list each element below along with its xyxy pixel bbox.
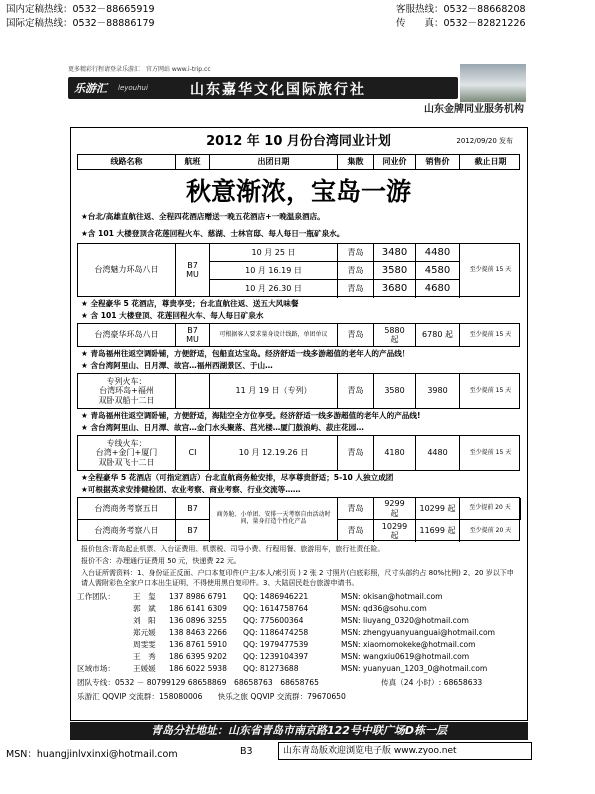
s5-route-2: 台湾商务考察八日 [78, 520, 176, 542]
s5-hub-1: 青岛 [338, 498, 374, 520]
s5-route-1: 台湾商务考察五日 [78, 498, 176, 520]
contact-qq: QQ: 775600364 [243, 616, 304, 625]
s5-sale-1: 10299 起 [416, 498, 460, 520]
s5-trade-1: 9299 起 [374, 498, 416, 520]
s5-date: 商务舱、小单团、安排一天考察自由活动时间，量身打造个性化产品 [210, 498, 338, 540]
s5-deadline-2: 至少提前 20 天 [469, 526, 512, 534]
s5-table [77, 497, 520, 541]
s2-sale: 6780 起 [416, 324, 460, 346]
s3-trade: 3580 [374, 374, 416, 408]
s1-route: 台湾魅力环岛八日 [78, 244, 176, 296]
contact-msn: MSN: wangxiu0619@hotmail.com [341, 652, 470, 661]
s1-hub-1: 青岛 [338, 244, 374, 262]
footer-msn: MSN：huangjinlvxinxi@hotmail.com [6, 749, 178, 760]
s2-route: 台湾豪华环岛八日 [78, 324, 176, 346]
s1-date-2: 10 月 16.19 日 [210, 262, 338, 280]
note-includes: 报价包含:青岛起止机票、入台证费用、机票税、司导小费、行程用餐、旅游用车，旅行社责任险。 [81, 545, 385, 553]
col-deadline: 截止日期 [474, 157, 507, 167]
contact-msn: MSN: zhengyuanyuanguai@hotmail.com [341, 628, 496, 637]
s2-line-2: ★ 含 101 大楼登顶、花莲回程火车、每人每日矿泉水 [81, 311, 264, 320]
contact-phone: 137 8986 6791 [169, 592, 227, 601]
s5-trade-2: 10299 起 [374, 520, 416, 542]
international-hotline: 国际定稿热线：0532－88886179 [6, 18, 155, 29]
s1-sale-3: 4680 [416, 280, 460, 298]
s3-line-1: ★ 青岛福州往返空调卧铺，方便舒适，包船直达宝岛。经济舒适一线多游超值的老年人的产品线！ [81, 349, 410, 358]
s1-date-1: 10 月 25 日 [210, 244, 338, 262]
s1-deadline: 至少提前 15 天 [469, 265, 512, 273]
contact-name: 王 秀 [133, 652, 156, 661]
s3-deadline: 至少提前 15 天 [469, 386, 512, 394]
s4-line-2: ★ 含台湾阿里山、日月潭、故宫…金门水头聚落、莒光楼…厦门鼓浪屿、菽庄花园… [81, 423, 364, 432]
contact-name: 周雯雯 [133, 640, 156, 649]
s3-line-2: ★ 含台湾阿里山、日月潭、故宫…福州西湖景区、于山… [81, 361, 273, 370]
col-flight: 航班 [176, 155, 210, 169]
s5-deadline-1: 至少提前 20 天 [460, 498, 521, 520]
contact-phone: 136 8761 5910 [169, 640, 227, 649]
footer-brand: 山东青岛版欢迎浏览电子版 www.zyoo.net [278, 742, 532, 760]
s3-table [77, 373, 520, 409]
contact-name: 王 玺 [133, 592, 156, 601]
contact-qq: QQ: 1186474258 [243, 628, 309, 637]
s2-flight: B7 MU [176, 324, 210, 346]
s3-route: 专列火车： 台湾环岛+福州 双卧双船十二日 [78, 374, 176, 408]
contact-msn: MSN: xiaomomokeke@hotmail.com [341, 640, 476, 649]
s1-trade-2: 3580 [374, 262, 416, 280]
s1-line-1: ★台北/高雄直航往返、全程四花酒店赠送一晚五花酒店+一晚温泉酒店。 [81, 212, 325, 221]
s4-trade: 4180 [374, 436, 416, 470]
publish-date: 2012/09/20 发布 [456, 137, 513, 145]
s1-line-2: ★含 101 大楼登顶含花莲回程火车、慈湖、士林官邸、每人每日一瓶矿泉水。 [81, 229, 345, 238]
contact-name: 郭 斌 [133, 604, 156, 613]
col-hub: 集散 [338, 155, 374, 169]
s1-flight: B7 MU [176, 244, 210, 296]
team-phone: 团队专线：0532 － 80799129 68658869 68658763 68658765 [77, 678, 319, 687]
s1-trade-3: 3680 [374, 280, 416, 298]
scenery-photo [460, 64, 526, 102]
branch-address: 青岛分社地址：山东省青岛市南京路122号中联广场D栋一层 [70, 722, 528, 740]
region-label: 区域市场： [77, 664, 115, 673]
banner [68, 64, 538, 116]
s3-date: 11 月 19 日（专列） [210, 374, 338, 408]
s2-trade: 5880 起 [374, 324, 416, 346]
s5-sale-2: 11699 起 [416, 520, 460, 542]
region-phone: 186 6022 5938 [169, 664, 227, 673]
fax-line: 传 真：0532－82821226 [396, 18, 526, 29]
itinerary-frame [70, 127, 528, 721]
team-label: 工作团队： [77, 592, 115, 601]
team-fax: 传真（24 小时）: 68658633 [381, 678, 483, 687]
s5-flight-1: B7 [176, 498, 210, 520]
banner-bar [68, 77, 458, 99]
s4-deadline: 至少提前 15 天 [469, 448, 512, 456]
s4-route: 专线火车： 台湾+金门+厦门 双卧双飞十二日 [78, 436, 176, 470]
s2-table [77, 323, 520, 347]
banner-tagline: 更多精彩行程请登录乐游汇 官方网站 www.i-trip.cc [68, 66, 211, 73]
s5-line-2: ★可根据英求安排健检团、农业考察、商业考察、行业交流等…… [81, 485, 301, 494]
contact-qq: QQ: 1979477539 [243, 640, 309, 649]
leyouhui-logo-en: leyouhui [118, 84, 148, 92]
contact-qq: QQ: 1486946221 [243, 592, 309, 601]
s1-hub-3: 青岛 [338, 280, 374, 298]
s5-hub-2: 青岛 [338, 520, 374, 542]
contact-msn: MSN: okisan@hotmail.com [341, 592, 443, 601]
domestic-hotline: 国内定稿热线：0532－88665919 [6, 4, 155, 15]
s3-flight [176, 374, 210, 408]
col-date: 出团日期 [210, 155, 338, 169]
s1-hub-2: 青岛 [338, 262, 374, 280]
s4-hub: 青岛 [338, 436, 374, 470]
contact-name: 郑元媛 [133, 628, 156, 637]
s1-date-3: 10 月 26.30 日 [210, 280, 338, 298]
region-name: 王媛媛 [133, 664, 156, 673]
col-sale-price: 销售价 [416, 155, 460, 169]
page-number: B3 [240, 746, 253, 757]
org-name: 山东金牌同业服务机构 [424, 104, 524, 115]
contact-qq: QQ: 1239104397 [243, 652, 309, 661]
s4-line-1: ★ 青岛福州往返空调卧铺，方便舒适，海陆空全方位享受。经济舒适一线多游超值的老年人的产品线! [81, 411, 421, 420]
contact-msn: MSN: qd36@sohu.com [341, 604, 427, 613]
s1-trade-1: 3480 [374, 244, 416, 262]
contact-name: 刘 阳 [133, 616, 156, 625]
s4-table [77, 435, 520, 471]
s5-flight-2: B7 [176, 520, 210, 542]
slogan: 秋意渐浓，宝岛一游 [185, 177, 411, 206]
company-name: 山东嘉华文化国际旅行社 [190, 82, 366, 98]
s4-sale: 4480 [416, 436, 460, 470]
col-route: 线路名称 [78, 155, 176, 169]
s1-sale-2: 4580 [416, 262, 460, 280]
note-documents: 入台证所需资料：1、身份证正反面、户口本复印件(户主/本人/索引页 ) 2 张 2 寸照片(白底彩照，尺寸头部约占 80%比例) 2、20 岁以下申请人需附彩色全家户口本出生证明，不得使用黑白复印件。3、大陆居民赴台旅游申请书。 [81, 569, 514, 587]
s4-flight: CI [176, 436, 210, 470]
service-hotline: 客服热线：0532－88668208 [396, 4, 526, 15]
contact-phone: 138 8463 2266 [169, 628, 227, 637]
s2-date: 可根据客人要求量身设计线路，单团单议 [210, 324, 338, 346]
s2-line-1: ★ 全程豪华 5 花酒店，尊贵享受；台北直航往返、送五大风味餐 [81, 299, 299, 308]
note-excludes: 报价不含：办理通行证费用 50 元，快递费 22 元。 [81, 557, 241, 565]
contact-phone: 186 6141 6309 [169, 604, 227, 613]
s4-date: 10 月 12.19.26 日 [210, 436, 338, 470]
region-msn: MSN: yuanyuan_1203_0@hotmail.com [341, 664, 488, 673]
s1-sale-1: 4480 [416, 244, 460, 262]
contact-phone: 186 6395 9202 [169, 652, 227, 661]
contact-msn: MSN: liuyang_0320@hotmail.com [341, 616, 469, 625]
s2-deadline: 至少提前 15 天 [469, 330, 512, 338]
qq-groups: 乐游汇 QQVIP 交流群：158080006 快乐之旅 QQVIP 交流群：79670650 [77, 692, 346, 701]
s5-line-1: ★全程豪华 5 花酒店（可指定酒店）台北直航商务舱安排，尽享尊贵舒适；5-10 人独立成团 [81, 473, 394, 482]
table-header [77, 154, 520, 170]
col-trade-price: 同业价 [374, 155, 416, 169]
s3-sale: 3980 [416, 374, 460, 408]
plan-title: 2012 年 10 月份台湾同业计划 [206, 134, 391, 149]
contact-phone: 136 0896 3255 [169, 616, 227, 625]
s3-hub: 青岛 [338, 374, 374, 408]
region-qq: QQ: 81273688 [243, 664, 299, 673]
leyouhui-logo: 乐游汇 [74, 82, 107, 95]
contact-qq: QQ: 1614758764 [243, 604, 309, 613]
s1-table [77, 243, 520, 297]
s2-hub: 青岛 [338, 324, 374, 346]
